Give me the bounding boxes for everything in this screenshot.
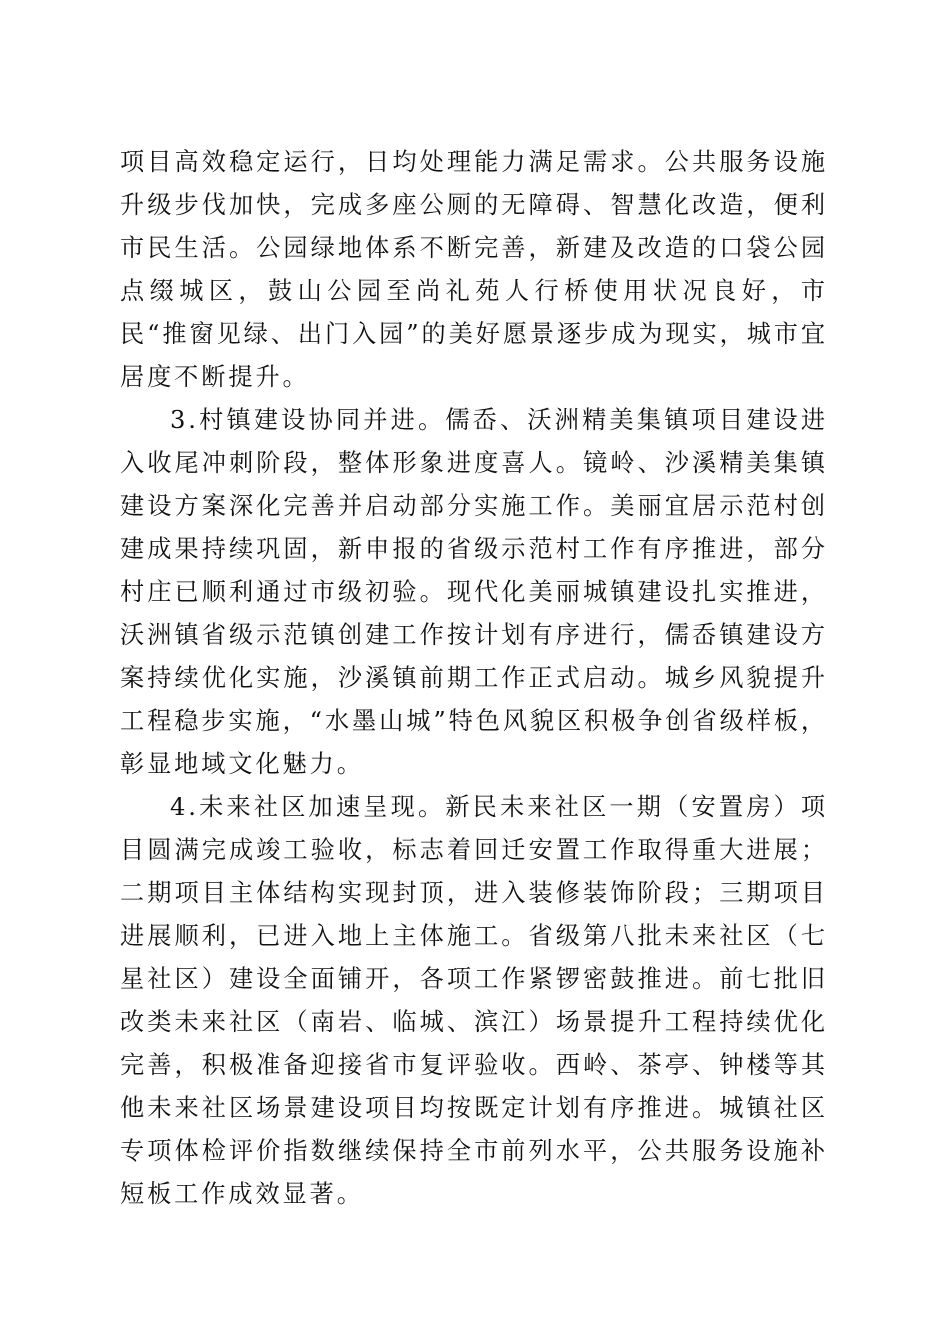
paragraph-future-community: 4.未来社区加速呈现。新民未来社区一期（安置房）项目圆满完成竣工验收，标志着回迁安置工作取得重大进展；二期项目主体结构实现封顶，进入装修装饰阶段；三期项目进展顺利，已进入地上主体施工。省级第八批未来社区（七星社区）建设全面铺开，各项工作紧锣密鼓推进。前七批旧改类未来社区（南岩、临城、滨江）场景提升工程持续优化完善，积极准备迎接省市复评验收。西岭、茶亭、钟楼等其他未来社区场景建设项目均按既定计划有序推进。城镇社区专项体检评价指数继续保持全市前列水平，公共服务设施补短板工作成效显著。	[120, 793, 828, 1208]
paragraph-village-town-construction: 3.村镇建设协同并进。儒岙、沃洲精美集镇项目建设进入收尾冲刺阶段，整体形象进度喜人。镜岭、沙溪精美集镇建设方案深化完善并启动部分实施工作。美丽宜居示范村创建成果持续巩固，新申报的省级示范村工作有序推进，部分村庄已顺利通过市级初验。现代化美丽城镇建设扎实推进，沃洲镇省级示范镇创建工作按计划有序进行，儒岙镇建设方案持续优化实施，沙溪镇前期工作正式启动。城乡风貌提升工程稳步实施，“水墨山城”特色风貌区积极争创省级样板，彰显地域文化魅力。	[120, 406, 828, 778]
paragraph-continuation: 项目高效稳定运行，日均处理能力满足需求。公共服务设施升级步伐加快，完成多座公厕的无障碍、智慧化改造，便利市民生活。公园绿地体系不断完善，新建及改造的口袋公园点缀城区，鼓山公园至尚礼苑人行桥使用状况良好，市民“推窗见绿、出门入园”的美好愿景逐步成为现实，城市宜居度不断提升。	[120, 148, 828, 391]
document-page	[120, 141, 828, 1216]
